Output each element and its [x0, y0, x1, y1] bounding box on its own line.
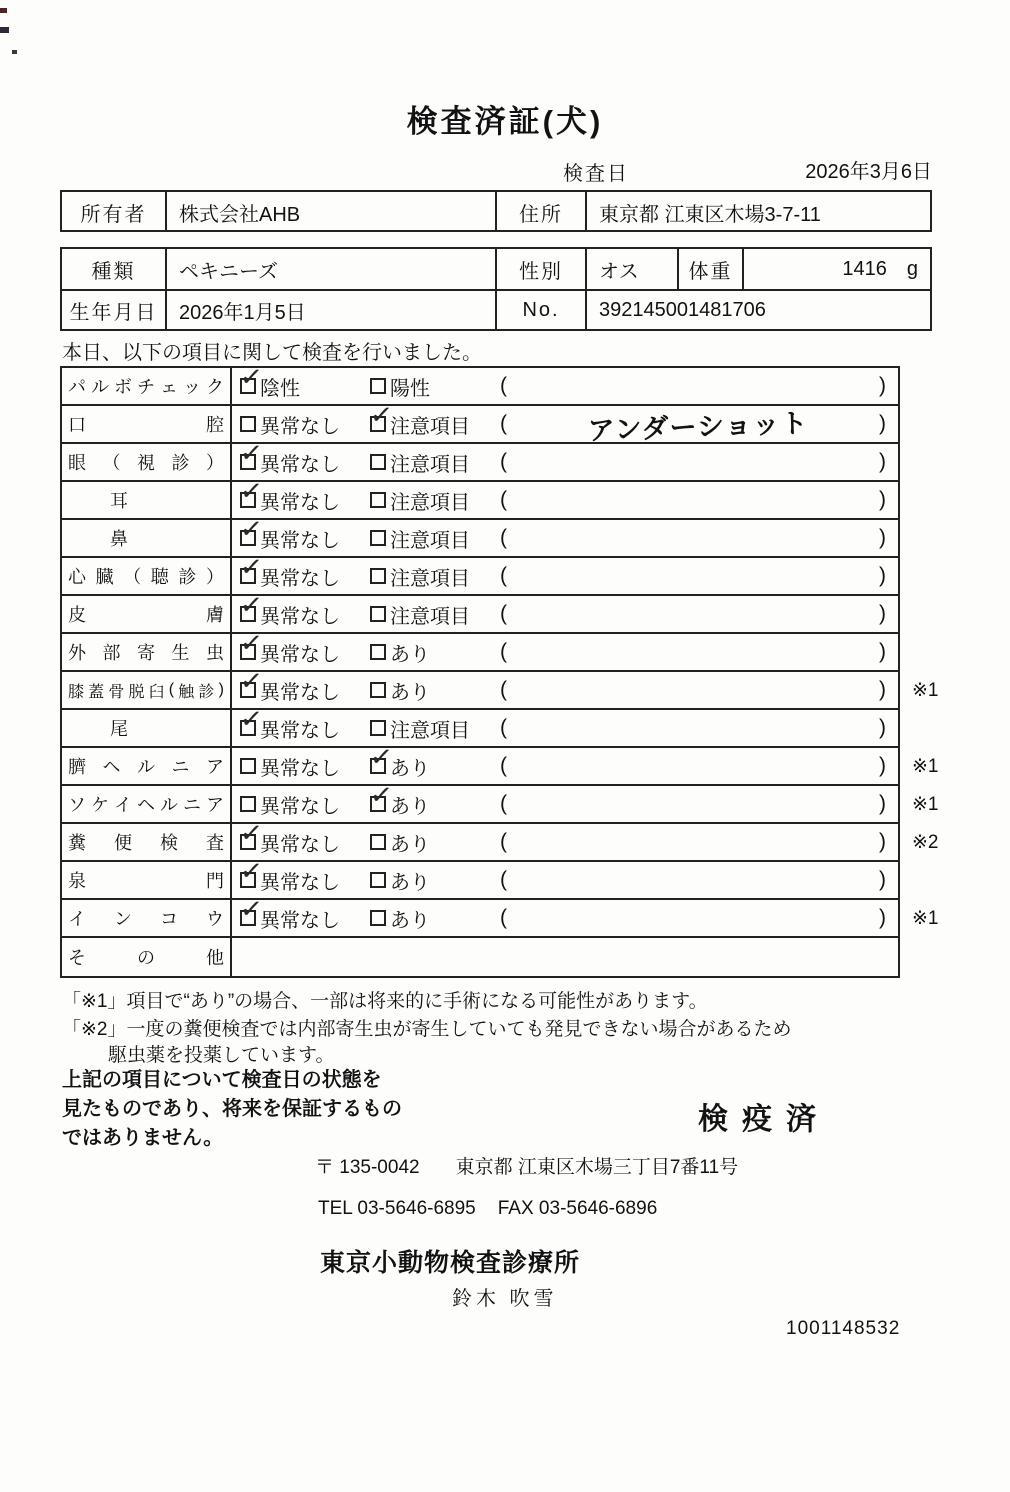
exam-option [240, 748, 340, 784]
exam-item-label: 口 腔 [62, 406, 232, 442]
check-mark-icon: ✓ [238, 550, 265, 585]
exam-row-content [232, 702, 898, 746]
weight-label: 体重 [679, 249, 744, 289]
exam-row [62, 550, 898, 596]
paren-close: ) [879, 792, 886, 815]
exam-option [238, 588, 340, 632]
checkbox-checked-icon [238, 626, 265, 661]
check-mark-icon: ✓ [238, 474, 265, 509]
handwritten-note: アンダーショット [587, 407, 809, 446]
exam-row-content [232, 938, 898, 976]
owner-label: 所有者 [62, 192, 167, 232]
paren-close: ) [879, 640, 886, 663]
paren-open: ( [500, 678, 507, 701]
exam-option [238, 360, 300, 404]
exam-option [370, 368, 430, 404]
exam-option-label: あり [390, 681, 430, 704]
exam-row-content [232, 816, 898, 860]
exam-option [370, 558, 470, 594]
paren-close: ) [879, 868, 886, 891]
exam-item-label: 眼 （ 視 診 ） [62, 444, 232, 480]
clinic-tel: TEL 03-5646-6895 [318, 1198, 476, 1219]
clinic-tel-line [318, 1198, 657, 1220]
exam-row-content [232, 740, 898, 784]
check-mark-icon: ✓ [238, 854, 265, 889]
clinic-fax: FAX 03-5646-6896 [497, 1198, 658, 1219]
exam-option-label: 注意項目 [390, 415, 470, 438]
page-title: 検査済証(犬) [406, 104, 604, 139]
exam-option [240, 406, 340, 442]
reference-mark: ※1 [912, 908, 939, 929]
checkbox-checked-icon [368, 740, 395, 775]
check-mark-icon: ✓ [238, 892, 265, 927]
exam-row-content [232, 892, 898, 936]
checkbox-checked-icon [238, 550, 265, 585]
exam-row [62, 398, 898, 446]
paren-close: ) [879, 526, 886, 549]
exam-option [238, 892, 340, 936]
exam-option-label: あり [390, 795, 430, 818]
exam-row [62, 626, 898, 672]
exam-option-label: 異常なし [260, 415, 340, 438]
checkbox-unchecked-icon [370, 720, 386, 736]
checkbox-checked-icon [238, 436, 265, 471]
disclaimer-line: ではありません。 [62, 1127, 224, 1149]
disclaimer-text [62, 1066, 402, 1153]
check-mark-icon: ✓ [238, 702, 265, 737]
checkbox-unchecked-icon [370, 454, 386, 470]
exam-item-label: 糞 便 検 査 [62, 824, 232, 860]
exam-item-label: パ ル ボ チ ェ ッ ク [62, 368, 232, 404]
checkbox-checked-icon [238, 512, 265, 547]
weight-value: 1416 [842, 257, 887, 280]
exam-item-label: 皮 膚 [62, 596, 232, 632]
exam-option-label: 陰性 [260, 377, 300, 400]
no-label: No. [497, 291, 587, 329]
paren-open: ( [500, 716, 507, 739]
disclaimer-line: 上記の項目について検査日の状態を [62, 1069, 382, 1091]
exam-option [238, 436, 340, 480]
exam-item-label: 鼻 [62, 520, 232, 556]
exam-option [368, 398, 470, 442]
exam-row-content [232, 550, 898, 594]
exam-item-label: 外 部 寄 生 虫 [62, 634, 232, 670]
exam-item-label: 尾 [62, 710, 232, 746]
paren-close: ) [879, 678, 886, 701]
sex-label: 性別 [497, 249, 587, 289]
exam-row [62, 854, 898, 900]
exam-item-label: そ の 他 [62, 938, 232, 976]
reference-mark: ※1 [912, 756, 939, 777]
birthdate-label: 生年月日 [62, 291, 167, 329]
checkbox-unchecked-icon [240, 416, 256, 432]
checkbox-checked-icon [238, 360, 265, 395]
paren-close: ) [879, 374, 886, 397]
reference-mark: ※2 [912, 832, 939, 853]
checkbox-unchecked-icon [240, 796, 256, 812]
exam-row-content [232, 512, 898, 556]
paren-open: ( [500, 488, 507, 511]
exam-option [368, 740, 430, 784]
exam-row [62, 588, 898, 634]
exam-option-label: 異常なし [260, 643, 340, 666]
paren-open: ( [500, 754, 507, 777]
exam-item-label: イ ン コ ウ [62, 900, 232, 936]
exam-option-label: 注意項目 [390, 529, 470, 552]
paren-close: ) [879, 450, 886, 473]
exam-option-label: 注意項目 [390, 491, 470, 514]
paren-open: ( [500, 792, 507, 815]
footnote-2: 「※2」一度の糞便検査では内部寄生虫が寄生していても発見できない場合があるため [62, 1019, 792, 1040]
exam-row [62, 892, 939, 938]
exam-option-label: 異常なし [260, 491, 340, 514]
exam-item-label: 膝 蓋 骨 脱 臼 ( 触 診 ) [62, 672, 232, 708]
exam-row [62, 664, 939, 710]
exam-option [368, 778, 430, 822]
info-table [60, 247, 932, 331]
reference-mark: ※1 [912, 680, 939, 701]
check-mark-icon: ✓ [238, 512, 265, 547]
weight-value-cell [744, 249, 930, 289]
paren-close: ) [879, 488, 886, 511]
checkbox-unchecked-icon [370, 530, 386, 546]
exam-option [238, 854, 340, 898]
exam-row [62, 740, 939, 786]
postal-code: 〒 135-0042 [315, 1157, 420, 1178]
clinic-name: 東京小動物検査診療所 [320, 1249, 581, 1277]
exam-option [370, 596, 470, 632]
paren-open: ( [500, 412, 507, 435]
check-mark-icon: ✓ [368, 398, 395, 433]
checkbox-checked-icon [368, 398, 395, 433]
inspection-date-value: 2026年3月6日 [805, 161, 932, 183]
paren-close: ) [879, 602, 886, 625]
exam-option [238, 664, 340, 708]
check-mark-icon: ✓ [238, 664, 265, 699]
exam-option-label: 異常なし [260, 681, 340, 704]
checkbox-checked-icon [238, 854, 265, 889]
exam-row [62, 702, 898, 748]
paren-close: ) [879, 716, 886, 739]
exam-option [238, 512, 340, 556]
paren-close: ) [879, 830, 886, 853]
exam-item-label: ソ ケ イ ヘ ル ニ ア [62, 786, 232, 822]
scan-artifact [0, 8, 7, 13]
exam-row [62, 360, 898, 406]
sex-value: オス [587, 249, 679, 289]
paren-open: ( [500, 374, 507, 397]
checkbox-unchecked-icon [370, 834, 386, 850]
exam-option-label: 異常なし [260, 757, 340, 780]
breed-label: 種類 [62, 249, 167, 289]
checkbox-checked-icon [238, 816, 265, 851]
check-mark-icon: ✓ [238, 816, 265, 851]
exam-table [60, 360, 939, 978]
exam-option-label: あり [390, 643, 430, 666]
inspection-date-label: 検査日 [563, 163, 629, 185]
no-value: 392145001481706 [599, 298, 766, 321]
exam-option-label: 注意項目 [390, 719, 470, 742]
exam-option-label: あり [390, 871, 430, 894]
intro-text: 本日、以下の項目に関して検査を行いました。 [62, 342, 482, 364]
checkbox-unchecked-icon [370, 910, 386, 926]
exam-option-label: 注意項目 [390, 605, 470, 628]
exam-option-label: 注意項目 [390, 453, 470, 476]
scan-artifact [0, 27, 9, 33]
paren-open: ( [500, 830, 507, 853]
quarantine-stamp: 検疫済 [698, 1103, 830, 1136]
paren-close: ) [879, 754, 886, 777]
paren-open: ( [500, 640, 507, 663]
exam-row-content [232, 360, 898, 404]
paren-close: ) [879, 906, 886, 929]
exam-option [238, 816, 340, 860]
exam-item-label: 泉 門 [62, 862, 232, 898]
checkbox-unchecked-icon [370, 378, 386, 394]
checkbox-checked-icon [368, 778, 395, 813]
exam-option-label: 異常なし [260, 605, 340, 628]
exam-row [62, 938, 898, 976]
checkbox-checked-icon [238, 474, 265, 509]
clinic-postal-line [315, 1152, 738, 1179]
exam-row [62, 512, 898, 558]
check-mark-icon: ✓ [238, 626, 265, 661]
scan-artifact [12, 50, 17, 54]
exam-option-label: 陽性 [390, 377, 430, 400]
checkbox-unchecked-icon [370, 872, 386, 888]
checkbox-unchecked-icon [370, 606, 386, 622]
owner-value: 株式会社AHB [167, 192, 497, 232]
exam-option [238, 474, 340, 518]
checkbox-checked-icon [238, 664, 265, 699]
exam-option [370, 824, 430, 860]
exam-option [240, 786, 340, 822]
checkbox-unchecked-icon [370, 568, 386, 584]
clinic-address: 東京都 江東区木場三丁目7番11号 [455, 1157, 739, 1178]
check-mark-icon: ✓ [368, 778, 395, 813]
exam-option [370, 444, 470, 480]
exam-row-content [232, 626, 898, 670]
reference-mark: ※1 [912, 794, 939, 815]
checkbox-unchecked-icon [240, 758, 256, 774]
exam-option-label: あり [390, 757, 430, 780]
check-mark-icon: ✓ [238, 436, 265, 471]
checkbox-unchecked-icon [370, 644, 386, 660]
veterinarian-name: 鈴木 吹雪 [452, 1288, 558, 1310]
owner-table [60, 190, 932, 232]
exam-row-content [232, 854, 898, 898]
address-label: 住所 [497, 192, 587, 232]
exam-option-label: 異常なし [260, 871, 340, 894]
footnote-1: 「※1」項目で“あり”の場合、一部は将来的に手術になる可能性があります。 [62, 991, 708, 1012]
exam-option-label: 異常なし [260, 567, 340, 590]
exam-row-content [232, 398, 898, 446]
paren-open: ( [500, 868, 507, 891]
paren-open: ( [500, 906, 507, 929]
exam-option-label: あり [390, 909, 430, 932]
disclaimer-line: 見たものであり、将来を保証するもの [62, 1098, 402, 1120]
checkbox-checked-icon [238, 892, 265, 927]
exam-row [62, 436, 898, 482]
exam-option [370, 634, 430, 670]
exam-option-label: 異常なし [260, 833, 340, 856]
checkbox-checked-icon [238, 702, 265, 737]
exam-option [370, 710, 470, 746]
exam-row [62, 816, 939, 862]
exam-option [238, 550, 340, 594]
paren-open: ( [500, 602, 507, 625]
checkbox-unchecked-icon [370, 492, 386, 508]
exam-option [238, 702, 340, 746]
document-number: 1001148532 [786, 1318, 901, 1339]
exam-option [370, 672, 430, 708]
exam-row-content [232, 474, 898, 518]
checkbox-checked-icon [238, 588, 265, 623]
paren-open: ( [500, 564, 507, 587]
breed-value: ペキニーズ [167, 249, 497, 289]
exam-option-label: 異常なし [260, 795, 340, 818]
exam-item-label: 心 臓 （ 聴 診 ） [62, 558, 232, 594]
exam-option [370, 862, 430, 898]
paren-open: ( [500, 450, 507, 473]
checkbox-unchecked-icon [370, 682, 386, 698]
paren-close: ) [879, 412, 886, 435]
exam-row [62, 474, 898, 520]
exam-row-content [232, 778, 898, 822]
footnote-3: 駆虫薬を投薬しています。 [108, 1045, 335, 1066]
check-mark-icon: ✓ [368, 740, 395, 775]
exam-option [238, 626, 340, 670]
check-mark-icon: ✓ [238, 588, 265, 623]
exam-option-label: 異常なし [260, 453, 340, 476]
exam-option-label: 異常なし [260, 529, 340, 552]
exam-item-label: 臍 ヘ ル ニ ア [62, 748, 232, 784]
exam-option [370, 520, 470, 556]
exam-option-label: 注意項目 [390, 567, 470, 590]
paren-open: ( [500, 526, 507, 549]
birthdate-value: 2026年1月5日 [167, 291, 497, 329]
exam-option [370, 900, 430, 936]
exam-item-label: 耳 [62, 482, 232, 518]
weight-unit: g [906, 257, 918, 280]
exam-row [62, 778, 939, 824]
address-value: 東京都 江東区木場3-7-11 [599, 203, 821, 226]
exam-option [370, 482, 470, 518]
exam-row-content [232, 436, 898, 480]
exam-row-content [232, 664, 898, 708]
exam-option-label: あり [390, 833, 430, 856]
exam-row-content [232, 588, 898, 632]
paren-close: ) [879, 564, 886, 587]
exam-option-label: 異常なし [260, 909, 340, 932]
exam-option-label: 異常なし [260, 719, 340, 742]
check-mark-icon: ✓ [238, 360, 265, 395]
